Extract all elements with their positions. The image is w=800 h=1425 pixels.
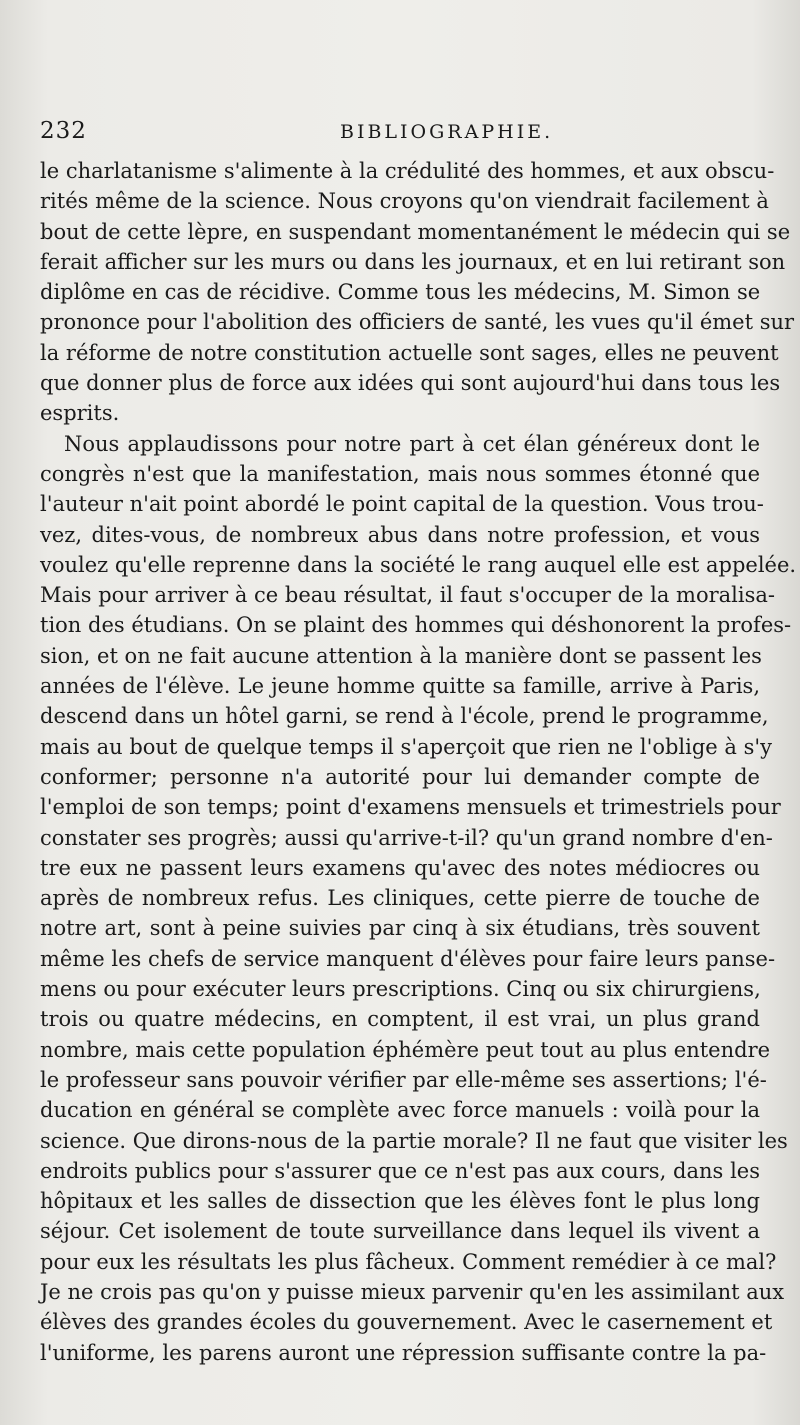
text-line: tion des étudians. On se plaint des hommes qui déshonorent la profes- <box>40 613 792 638</box>
text-line: la réforme de notre constitution actuelle sont sages, elles ne peuvent <box>40 340 779 365</box>
text-line: Mais pour arriver à ce beau résultat, il faut s'occuper de la moralisa- <box>40 583 775 608</box>
text-line: mens ou pour exécuter leurs prescriptions. Cinq ou six chirurgiens, <box>40 977 761 1002</box>
text-line: après de nombreux refus. Les cliniques, cette pierre de touche de <box>40 886 760 911</box>
text-line: tre eux ne passent leurs examens qu'avec des notes médiocres ou <box>40 855 760 880</box>
text-line: années de l'élève. Le jeune homme quitte sa famille, arrive à Paris, <box>40 674 760 699</box>
text-line: prononce pour l'abolition des officiers de santé, les vues qu'il émet sur <box>40 310 795 335</box>
text-line: bout de cette lèpre, en suspendant momentanément le médecin qui se <box>40 219 791 244</box>
text-line: Nous applaudissons pour notre part à cet élan généreux dont le <box>64 431 760 456</box>
text-line: l'auteur n'ait point abordé le point capital de la question. Vous trou- <box>40 492 764 517</box>
text-line: descend dans un hôtel garni, se rend à l'école, prend le programme, <box>40 704 769 729</box>
text-line: Je ne crois pas qu'on y puisse mieux parvenir qu'en les assimilant aux <box>40 1279 785 1304</box>
text-line: rités même de la science. Nous croyons qu'on viendrait facilement à <box>40 189 769 214</box>
text-line: esprits. <box>40 401 120 426</box>
text-line: que donner plus de force aux idées qui sont aujourd'hui dans tous les <box>40 371 781 396</box>
body-text <box>40 156 797 1368</box>
text-line: séjour. Cet isolement de toute surveillance dans lequel ils vivent a <box>40 1219 760 1244</box>
text-line: pour eux les résultats les plus fâcheux. Comment remédier à ce mal? <box>40 1249 777 1274</box>
page-number: 232 <box>40 118 87 144</box>
text-line: élèves des grandes écoles du gouvernement. Avec le casernement et <box>40 1310 773 1335</box>
text-line: ferait afficher sur les murs ou dans les journaux, et en lui retirant son <box>40 249 786 274</box>
text-line: vez, dites-vous, de nombreux abus dans notre profession, et vous <box>40 522 760 547</box>
text-line: l'uniforme, les parens auront une répression suffisante contre la pa- <box>40 1340 767 1365</box>
text-line: nombre, mais cette population éphémère peut tout au plus entendre <box>40 1037 771 1062</box>
text-line: l'emploi de son temps; point d'examens mensuels et trimestriels pour <box>40 795 781 820</box>
text-line: le professeur sans pouvoir vérifier par elle-même ses assertions; l'é- <box>40 1067 767 1092</box>
text-line: ducation en général se complète avec force manuels : voilà pour la <box>40 1098 760 1123</box>
text-line: constater ses progrès; aussi qu'arrive-t-il? qu'un grand nombre d'en- <box>40 825 773 850</box>
text-line: endroits publics pour s'assurer que ce n'est pas aux cours, dans les <box>40 1158 760 1183</box>
text-line: congrès n'est que la manifestation, mais nous sommes étonné que <box>40 461 760 486</box>
page-header <box>40 118 760 148</box>
text-line: trois ou quatre médecins, en comptent, il est vrai, un plus grand <box>40 1007 760 1032</box>
text-line: notre art, sont à peine suivies par cinq à six étudians, très souvent <box>40 916 760 941</box>
running-title: BIBLIOGRAPHIE. <box>340 121 554 143</box>
text-line: diplôme en cas de récidive. Comme tous les médecins, M. Simon se <box>40 280 761 305</box>
text-line: sion, et on ne fait aucune attention à la manière dont se passent les <box>40 643 762 668</box>
text-line: mais au bout de quelque temps il s'aperçoit que rien ne l'oblige à s'y <box>40 734 773 759</box>
text-line: conformer; personne n'a autorité pour lui demander compte de <box>40 764 760 789</box>
text-line: science. Que dirons-nous de la partie morale? Il ne faut que visiter les <box>40 1128 788 1153</box>
text-line: le charlatanisme s'alimente à la crédulité des hommes, et aux obscu- <box>40 159 775 183</box>
text-line: même les chefs de service manquent d'élèves pour faire leurs panse- <box>40 946 776 971</box>
text-line: hôpitaux et les salles de dissection que les élèves font le plus long <box>40 1189 760 1214</box>
text-line: voulez qu'elle reprenne dans la société le rang auquel elle est appelée. <box>40 552 797 577</box>
